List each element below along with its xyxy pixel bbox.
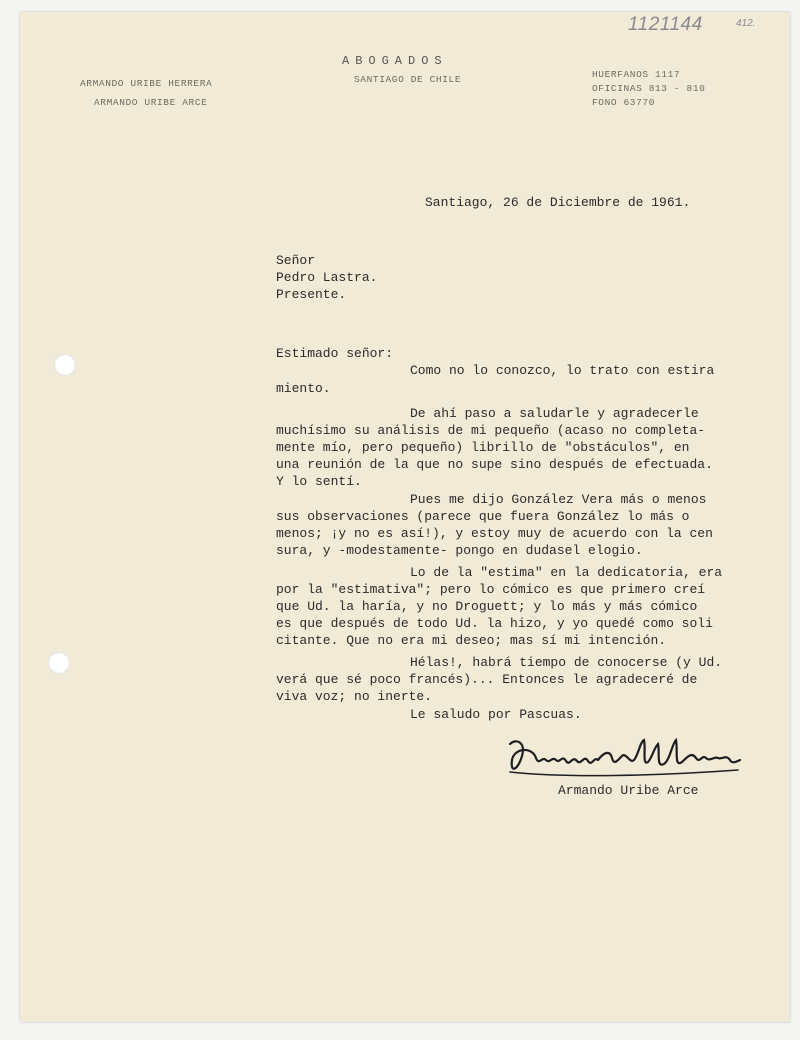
paragraph-4-line: Lo de la "estima" en la dedicatoria, era [410,565,723,580]
paragraph-3-line: Pues me dijo González Vera más o menos [410,492,707,507]
letter-closing: Le saludo por Pascuas. [410,707,582,722]
paragraph-2-line: De ahí paso a saludarle y agradecerle [410,406,699,421]
handwritten-signature [506,734,746,784]
letterhead-offices: OFICINAS 813 - 810 [592,83,706,94]
paragraph-5-line: Hélas!, habrá tiempo de conocerse (y Ud. [410,655,723,670]
paragraph-4-line: por la "estimativa"; pero lo cómico es que primero creí [276,582,706,597]
letterhead-phone: FONO 63770 [592,97,656,108]
punch-hole [54,354,76,376]
archive-number: 1121144 [628,14,703,35]
letterhead-left [80,78,212,108]
paragraph-4-line: es que después de todo Ud. la hizo, y yo quedé como soli [276,616,713,631]
paragraph-2-line: una reunión de la que no supe sino después de efectuada. [276,457,713,472]
paragraph-4-line: citante. Que no era mi deseo; mas sí mi intención. [276,633,667,648]
paragraph-3-line: menos; ¡y no es así!), y estoy muy de acuerdo con la cen [276,526,713,541]
paragraph-1-line: miento. [276,381,331,396]
letterhead-address: HUERFANOS 1117 [592,69,681,80]
letterhead-firm: ABOGADOS [342,54,448,68]
letterhead-city: SANTIAGO DE CHILE [354,74,462,85]
punch-hole [48,652,70,674]
paragraph-5-line: verá que sé poco francés)... Entonces le agradeceré de [276,672,698,687]
recipient-presente: Presente. [276,287,347,302]
paragraph-1-line: Como no lo conozco, lo trato con estira [410,363,715,378]
letter-date: Santiago, 26 de Diciembre de 1961. [425,195,691,210]
paragraph-2-line: Y lo sentí. [276,474,362,489]
paragraph-5-line: viva voz; no inerte. [276,689,433,704]
signature-name: Armando Uribe Arce [558,783,699,798]
recipient-title: Señor [276,253,316,268]
paragraph-3-line: sura, y -modestamente- pongo en dudasel elogio. [276,543,643,558]
letterhead-right [592,68,705,110]
paragraph-2-line: mente mío, pero pequeño) librillo de "obstáculos", en [276,440,690,455]
paragraph-3-line: sus observaciones (parece que fuera González lo más o [276,509,690,524]
recipient-name: Pedro Lastra. [276,270,378,285]
paragraph-2-line: muchísimo su análisis de mi pequeño (acaso no completa- [276,423,706,438]
letterhead-name-2: ARMANDO URIBE ARCE [94,97,208,108]
letterhead-name-1: ARMANDO URIBE HERRERA [80,78,213,89]
archive-mark: 412. [736,18,756,29]
paragraph-4-line: que Ud. la haría, y no Droguett; y lo más y más cómico [276,599,698,614]
salutation: Estimado señor: [276,346,394,361]
